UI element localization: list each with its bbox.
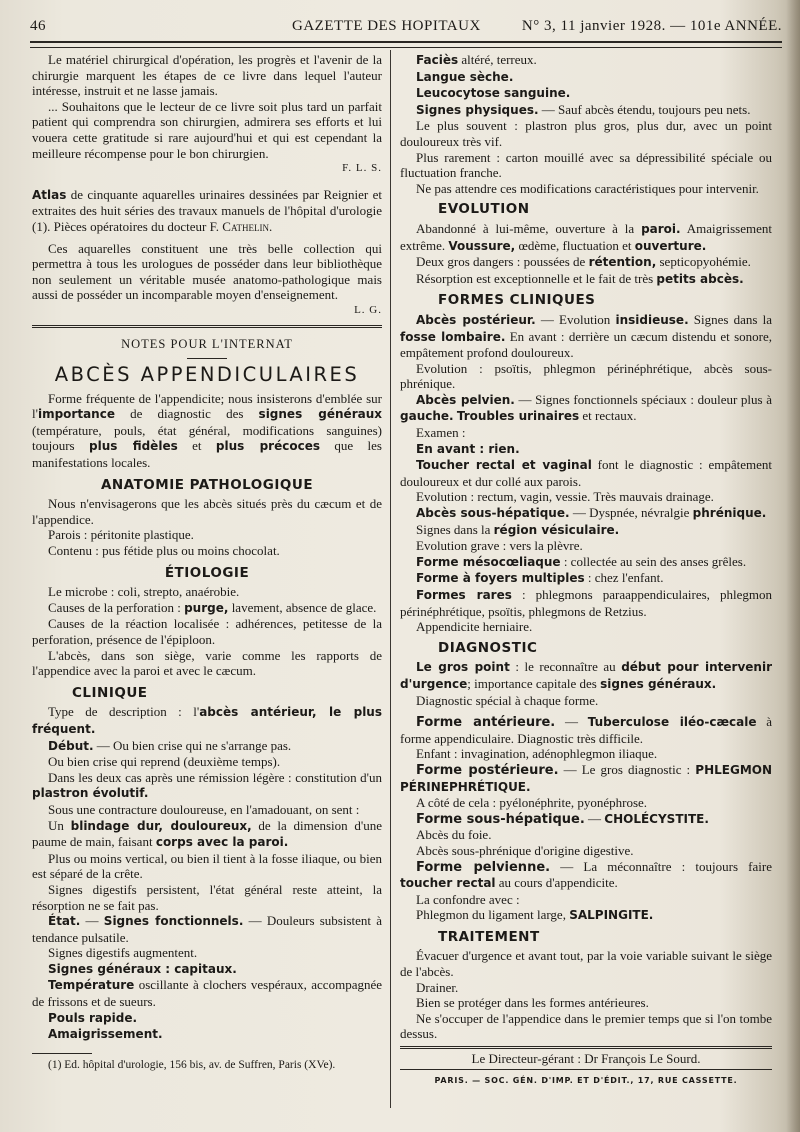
text-line: Début. — Ou bien crise qui ne s'arrange pas. [48, 737, 292, 753]
text-line: Bien se protéger dans les formes antérieures. [416, 995, 649, 1011]
text-line: Enfant : invagination, adénophlegmon iliaque. [416, 746, 658, 762]
text-line: Signes digestifs persistent, l'état général reste atteint, la résorption ne se fait pas. [32, 881, 382, 913]
review-paragraph: Ces aquarelles constituent une très belle collection qui permettra à tous les urologues de posséder dans leur bibliothèque non seulement un véritable musée anatomo-pathologique mais aussi de posséder un incomparable moyen d'enseignement. [32, 240, 382, 303]
section-heading-traitement: TRAITEMENT [438, 928, 540, 945]
text-line: Le gros point : le reconnaître au début pour intervenir d'urgence; importance capitale des signes généraux. [400, 659, 772, 691]
text-line: Ne s'occuper de l'appendice dans le premier temps que si l'on tombe dessus. [400, 1010, 772, 1042]
text-line: Faciès altéré, terreux. [416, 52, 537, 67]
intro-paragraph: Forme fréquente de l'appendicite; nous insisterons d'emblée sur l'importance de diagnostic des signes généraux (température, pouls, état général, modifications sanguines) toujours plus fidèles et plus précoces que les manifestations locales. [32, 390, 382, 471]
footnote: (1) Ed. hôpital d'urologie, 156 bis, av. de Suffren, Paris (XVe). [48, 1058, 336, 1071]
text-line: Résorption est exceptionnelle et le fait de très petits abcès. [416, 270, 744, 286]
book-title: Atlas [32, 187, 67, 202]
text-line: Pouls rapide. [48, 1010, 138, 1025]
text-line: La confondre avec : [416, 891, 520, 907]
text-line: Appendicite herniaire. [416, 619, 533, 635]
text-line: Forme sous-hépatique. — CHOLÉCYSTITE. [416, 810, 709, 827]
header-rule [30, 41, 782, 48]
text-line: Formes rares : phlegmons paraappendiculaires, phlegmon périnéphrétique, psoïtis, phlegmons de Retzius. [400, 587, 772, 619]
text-line: Drainer. [416, 979, 459, 995]
text-line: A côté de cela : pyélonéphrite, pyonéphrose. [416, 795, 648, 811]
text-line: Le microbe : coli, strepto, anaérobie. [48, 584, 240, 600]
book-author: F. Cathelin. [209, 218, 273, 234]
book-review [32, 187, 382, 235]
left-column [32, 52, 382, 1073]
text-line: Parois : péritonite plastique. [48, 527, 194, 543]
text-line: Forme postérieure. — Le gros diagnostic : PHLEGMON PÉRINEPHRÉTIQUE. [400, 761, 772, 794]
text-line: Contenu : pus fétide plus ou moins chocolat. [48, 543, 280, 559]
running-header [30, 18, 782, 42]
text-line: Examen : [416, 425, 466, 441]
text-line: Causes de la réaction localisée : adhérences, petitesse de la perforation, présence de l'épiploon. [32, 616, 382, 647]
article-title: ABCÈS APPENDICULAIRES [54, 363, 360, 387]
section-heading-formes: FORMES CLINIQUES [438, 292, 596, 309]
text-line: Abcès sous-phrénique d'origine digestive. [416, 842, 634, 858]
review-signature: L. G. [354, 303, 382, 316]
review-signature: F. L. S. [342, 162, 382, 175]
text-line: En avant : rien. [416, 441, 520, 456]
text-line: Signes physiques. — Sauf abcès étendu, toujours peu nets. [416, 101, 751, 117]
text-line: Forme antérieure. — Tuberculose iléo-cæcale à forme appendiculaire. Diagnostic très difficile. [400, 714, 773, 746]
column-divider [390, 50, 391, 1108]
text-line: Abcès pelvien. — Signes fonctionnels spéciaux : douleur plus à gauche. Troubles urinaires et rectaux. [400, 391, 772, 424]
text-line: Toucher rectal et vaginal font le diagnostic : empâtement douloureux et dur collé aux parois. [400, 457, 772, 489]
text-line: Le plus souvent : plastron plus gros, plus dur, avec un point douloureux très vif. [400, 118, 772, 149]
section-heading-diagnostic: DIAGNOSTIC [438, 639, 538, 656]
text-line: Forme pelvienne. — La méconnaître : toujours faire toucher rectal au cours d'appendicite. [400, 858, 772, 891]
section-heading-anatomie: ANATOMIE PATHOLOGIQUE [100, 476, 314, 493]
text-line: Évacuer d'urgence et avant tout, par la voie variable suivant le siège de l'abcès. [400, 948, 772, 980]
text-line: Signes dans la région vésiculaire. [416, 521, 620, 537]
section-heading-clinique: CLINIQUE [72, 684, 148, 701]
text-line: Phlegmon du ligament large, SALPINGITE. [416, 907, 654, 923]
text-line: Ou bien crise qui reprend (deuxième temps). [48, 754, 281, 770]
right-column [400, 52, 772, 1088]
text-line: Ne pas attendre ces modifications caractéristiques pour intervenir. [416, 180, 759, 196]
text-line: Signes digestifs augmentent. [48, 945, 198, 961]
text-line: Evolution : psoïtis, phlegmon périnéphrétique, abcès sous-phrénique. [400, 360, 772, 392]
issue-info: N° 3, 11 janvier 1928. — 101e ANNÉE. [521, 18, 782, 34]
text-line: Plus ou moins vertical, ou bien il tient à la fosse iliaque, ou bien est séparé de la crête. [32, 850, 382, 882]
director-line: Le Directeur-gérant : Dr François Le Sourd. [400, 1046, 772, 1070]
text-line: Dans les deux cas après une rémission légère : constitution d'un plastron évolutif. [32, 769, 382, 801]
section-heading-etiologie: ÉTIOLOGIE [164, 564, 250, 581]
text-line: Diagnostic spécial à chaque forme. [416, 692, 599, 708]
text-line: Evolution grave : vers la plèvre. [416, 538, 583, 554]
text-line: Deux gros dangers : poussées de rétention, septicopyohémie. [416, 254, 751, 270]
notes-title: NOTES POUR L'INTERNAT [121, 336, 293, 351]
text-line: Température oscillante à clochers vespéraux, accompagnée de frissons et de sueurs. [32, 977, 382, 1010]
text-line: Amaigrissement. [48, 1027, 163, 1042]
review-paragraph: ... Souhaitons que le lecteur de ce livre soit plus tard un parfait patient qui comprendra son chirurgien, admirera ses efforts et lui vouera cette gratitude si rare aujourd'hui et qui est cependant la meilleure récompense pour le bon chirurgien. [32, 98, 382, 161]
page-number: 46 [30, 18, 46, 34]
text-line: Signes généraux : capitaux. [48, 961, 237, 976]
text-line: Abandonné à lui-même, ouverture à la paroi. Amaigrissement extrême. Voussure, œdème, fluctuation et ouverture. [400, 220, 772, 253]
text-line: Plus rarement : carton mouillé avec sa dépressibilité spéciale ou fluctuation franche. [400, 149, 772, 181]
text-line: Evolution : rectum, vagin, vessie. Très mauvais drainage. [416, 489, 714, 505]
text-line: Langue sèche. [416, 69, 514, 84]
text-line: Abcès sous-hépatique. — Dyspnée, névralgie phrénique. [416, 505, 767, 521]
page-edge-shadow [786, 0, 800, 1132]
text-line: Abcès postérieur. — Evolution insidieuse. Signes dans la fosse lombaire. En avant : derrière un cæcum distendu et sonore, empâtement profond douloureux. [400, 311, 773, 361]
section-rule [32, 325, 382, 328]
review-paragraph: Le matériel chirurgical d'opération, les progrès et l'avenir de la chirurgie marquent les étapes de ce livre dans lequel l'auteur intéresse, instruit et ne lasse jamais. [32, 52, 382, 99]
text-line: Causes de la perforation : purge, lavement, absence de glace. [48, 599, 377, 615]
text-line: Nous n'envisagerons que les abcès situés près du cæcum et de l'appendice. [32, 496, 382, 527]
footnote-rule [32, 1053, 92, 1054]
imprint-line: PARIS. — SOC. GÉN. D'IMP. ET D'ÉDIT., 17, RUE CASSETTE. [434, 1075, 738, 1085]
section-heading-evolution: EVOLUTION [438, 201, 530, 218]
short-rule [187, 358, 227, 359]
text-line: Leucocytose sanguine. [416, 86, 571, 101]
text-line: Forme à foyers multiples : chez l'enfant. [416, 570, 664, 586]
text-line: Un blindage dur, douloureux, de la dimension d'une paume de main, faisant corps avec la paroi. [32, 817, 382, 850]
text-line: Type de description : l'abcès antérieur, le plus fréquent. [32, 704, 382, 736]
text-line: Sous une contracture douloureuse, en l'amadouant, on sent : [48, 801, 360, 817]
text-line: Forme mésocœliaque : collectée au sein des anses grêles. [416, 553, 747, 569]
text-line: État. — Signes fonctionnels. — Douleurs subsistent à tendance pulsatile. [32, 913, 383, 945]
text-line: L'abcès, dans son siège, varie comme les rapports de l'appendice avec la paroi et avec le cæcum. [32, 647, 382, 679]
journal-title: GAZETTE DES HOPITAUX [292, 18, 481, 34]
book-description: de cinquante aquarelles urinaires dessinées par Reignier et extraites des huit séries des travaux manuels de l'hôpital d'urologie (1). Pièces opératoires du docteur [32, 186, 382, 234]
text-line: Abcès du foie. [416, 827, 492, 843]
